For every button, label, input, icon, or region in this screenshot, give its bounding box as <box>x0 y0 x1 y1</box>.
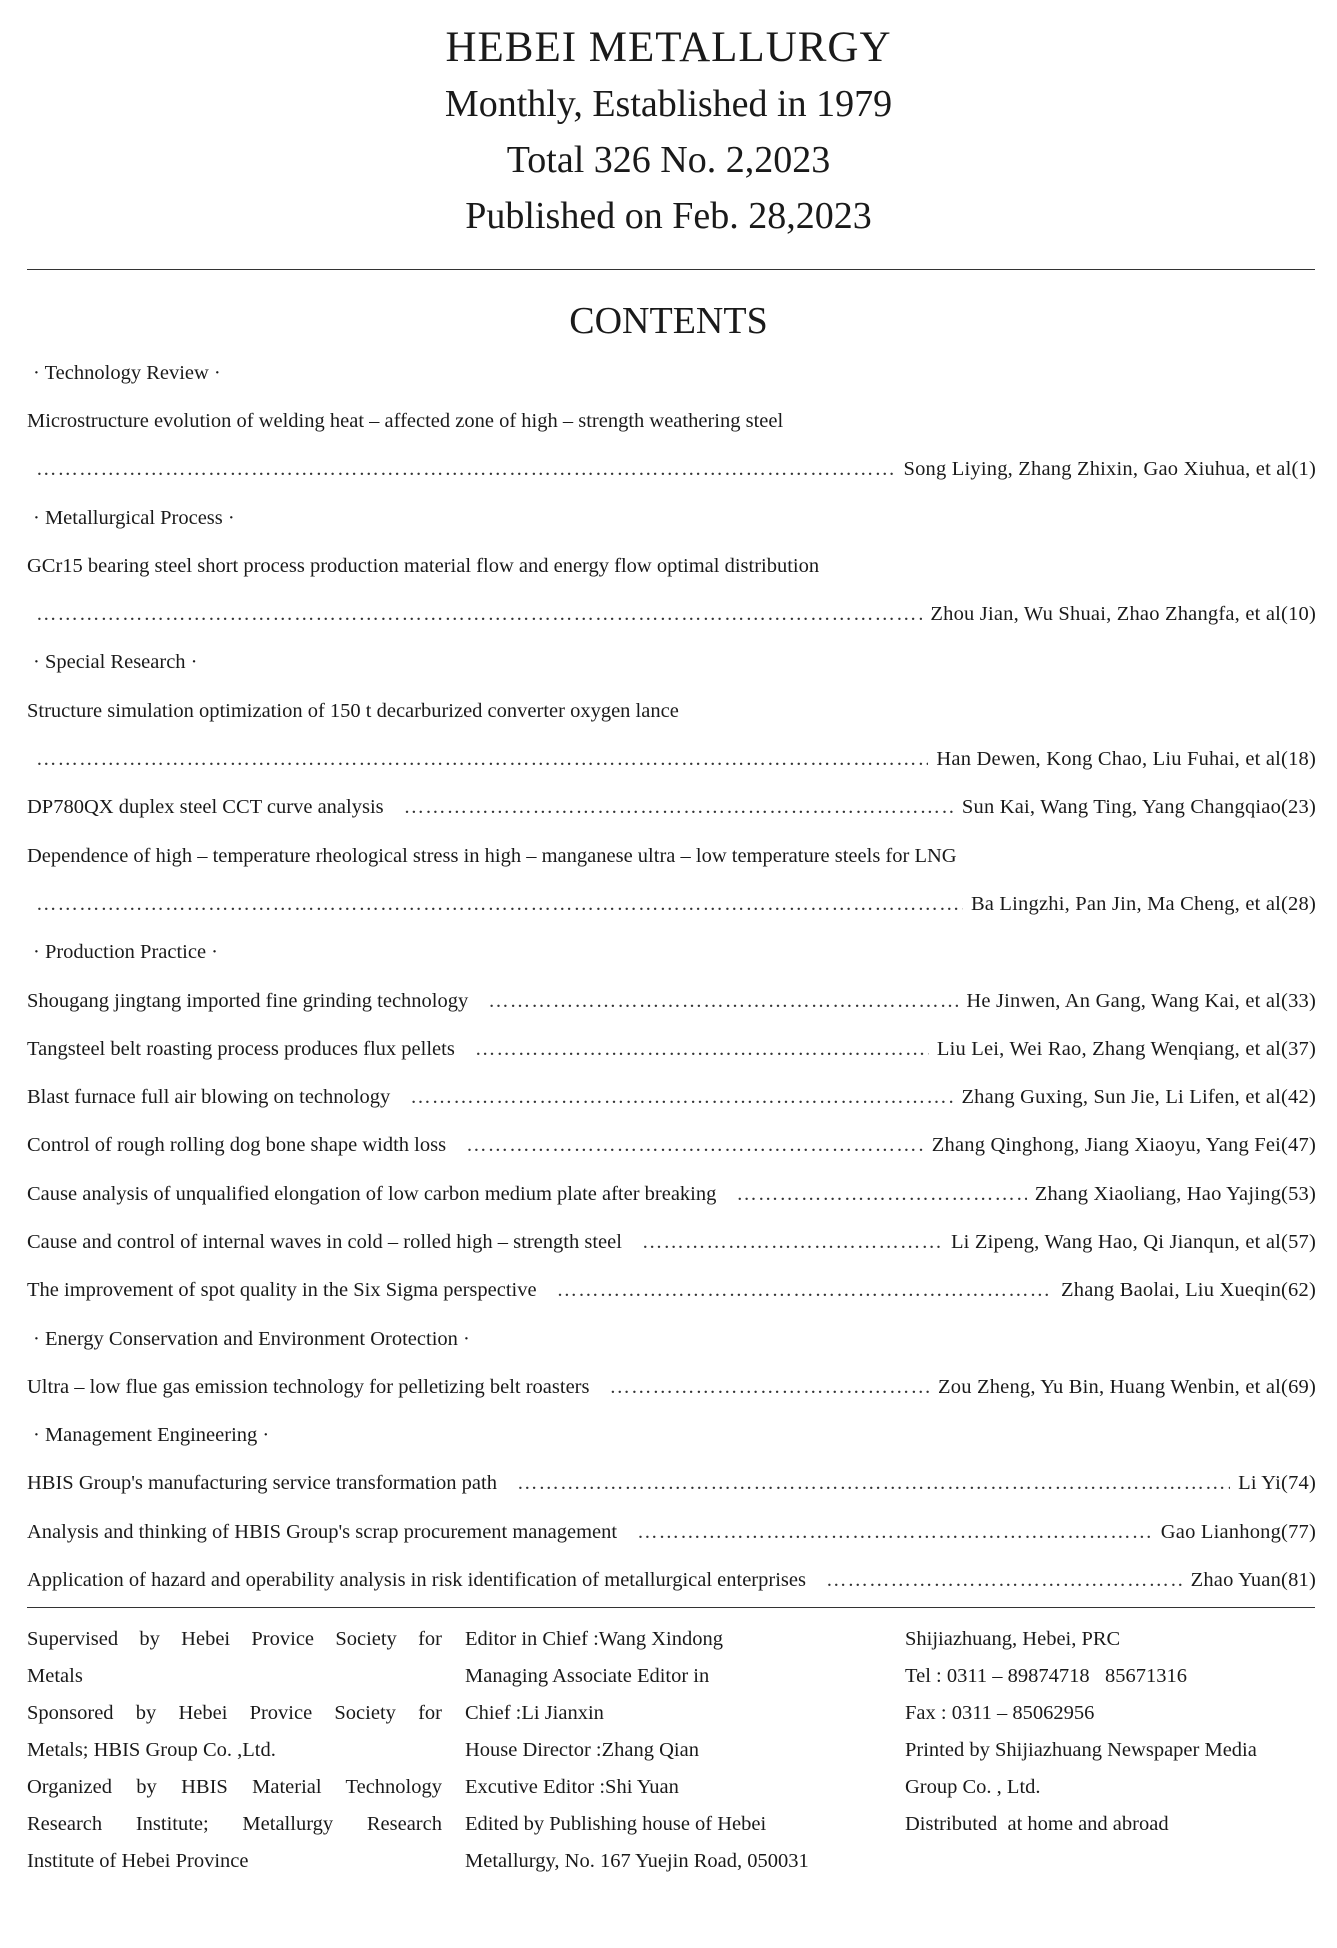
section-heading: · Production Practice · <box>33 941 219 964</box>
colophon-line: Metals; HBIS Group Co. ,Ltd. <box>27 1739 276 1761</box>
article-title: HBIS Group's manufacturing service transformation path <box>27 1472 497 1495</box>
journal-title: HEBEI METALLURGY <box>445 24 892 71</box>
colophon-line: Metals <box>27 1665 83 1687</box>
article-authors: Zou Zheng, Yu Bin, Huang Wenbin, et al(69) <box>938 1375 1316 1398</box>
article-authors: Zhou Jian, Wu Shuai, Zhao Zhangfa, et al(10) <box>930 603 1316 626</box>
article-title: Analysis and thinking of HBIS Group's scrap procurement management <box>27 1520 618 1543</box>
article-title: Control of rough rolling dog bone shape width loss <box>27 1134 447 1157</box>
toc-entry[interactable] <box>27 1170 1316 1218</box>
article-authors: Gao Lianhong(77) <box>1160 1520 1316 1543</box>
colophon-line: Managing Associate Editor in <box>465 1665 710 1687</box>
article-title: Microstructure evolution of welding heat – affected zone of high – strength weathering steel <box>27 409 784 432</box>
article-authors: Li Yi(74) <box>1238 1472 1316 1495</box>
dot-leader <box>36 603 922 626</box>
article-authors: Zhang Xiaoliang, Hao Yajing(53) <box>1034 1182 1316 1205</box>
toc-entry[interactable] <box>27 784 1316 832</box>
section-heading: · Management Engineering · <box>33 1424 270 1447</box>
toc-entry[interactable] <box>27 1073 1316 1121</box>
colophon-line: Sponsored by Hebei Provice Society for <box>27 1702 442 1724</box>
colophon-line: Chief :Li Jianxin <box>465 1702 604 1724</box>
toc-entry[interactable] <box>27 1218 1316 1266</box>
table-of-contents <box>27 349 1316 1605</box>
colophon-line: Metallurgy, No. 167 Yuejin Road, 050031 <box>465 1850 809 1872</box>
article-authors: Liu Lei, Wei Rao, Zhang Wenqiang, et al(37) <box>936 1037 1316 1060</box>
header-divider <box>27 269 1315 270</box>
dot-leader <box>637 1521 1153 1544</box>
dot-leader <box>609 1376 930 1399</box>
issue-number: Total 326 No. 2,2023 <box>506 139 831 181</box>
toc-entry-authors[interactable] <box>27 880 1316 928</box>
toc-entry[interactable] <box>27 977 1316 1025</box>
article-authors: Han Dewen, Kong Chao, Liu Fuhai, et al(18) <box>936 748 1316 771</box>
toc-entry[interactable] <box>27 1508 1316 1556</box>
toc-entry[interactable] <box>27 1556 1316 1604</box>
section-heading: · Special Research · <box>33 651 198 674</box>
toc-entry[interactable] <box>27 1460 1316 1508</box>
article-title: Cause and control of internal waves in cold – rolled high – strength steel <box>27 1230 622 1253</box>
telephone-line: Tel : 0311 – 89874718 85671316 <box>905 1665 1187 1687</box>
section-heading: · Energy Conservation and Environment Orotection · <box>33 1327 470 1350</box>
article-authors: He Jinwen, An Gang, Wang Kai, et al(33) <box>966 989 1316 1012</box>
article-title: Blast furnace full air blowing on technology <box>27 1086 391 1109</box>
toc-entry-title[interactable] <box>27 397 1316 445</box>
article-title: GCr15 bearing steel short process production material flow and energy flow optimal distribution <box>27 554 820 577</box>
article-authors: Song Liying, Zhang Zhixin, Gao Xiuhua, et al(1) <box>903 458 1316 481</box>
article-title: Tangsteel belt roasting process produces flux pellets <box>27 1037 455 1060</box>
article-title: Application of hazard and operability analysis in risk identification of metallurgical enterprises <box>27 1569 806 1592</box>
colophon-line: Research Institute; Metallurgy Research <box>27 1813 442 1835</box>
dot-leader <box>36 748 928 771</box>
section-heading: · Metallurgical Process · <box>33 506 235 529</box>
article-title: Structure simulation optimization of 150 t decarburized converter oxygen lance <box>27 699 679 722</box>
article-authors: Zhang Qinghong, Jiang Xiaoyu, Yang Fei(47) <box>931 1134 1316 1157</box>
dot-leader <box>557 1279 1053 1302</box>
colophon-line: Printed by Shijiazhuang Newspaper Media <box>905 1739 1257 1761</box>
colophon-line: House Director :Zhang Qian <box>465 1739 699 1761</box>
dot-leader <box>475 1038 929 1061</box>
article-title: Dependence of high – temperature rheological stress in high – manganese ultra – low temperature steels for LNG <box>27 844 957 867</box>
toc-entry[interactable] <box>27 1363 1316 1411</box>
dot-leader <box>488 990 958 1013</box>
article-authors: Zhang Baolai, Liu Xueqin(62) <box>1061 1279 1316 1302</box>
toc-entry-authors[interactable] <box>27 590 1316 638</box>
article-authors: Sun Kai, Wang Ting, Yang Changqiao(23) <box>961 796 1316 819</box>
address-line: Shijiazhuang, Hebei, PRC <box>905 1628 1121 1650</box>
article-title: Cause analysis of unqualified elongation of low carbon medium plate after breaking <box>27 1182 717 1205</box>
article-authors: Ba Lingzhi, Pan Jin, Ma Cheng, et al(28) <box>970 892 1316 915</box>
article-authors: Zhao Yuan(81) <box>1190 1569 1316 1592</box>
masthead <box>0 0 1337 244</box>
colophon-line: Edited by Publishing house of Hebei <box>465 1813 767 1835</box>
colophon-line: Supervised by Hebei Provice Society for <box>27 1628 442 1650</box>
section-heading: · Technology Review · <box>33 361 221 384</box>
toc-entry[interactable] <box>27 1025 1316 1073</box>
publication-date: Published on Feb. 28,2023 <box>465 195 872 237</box>
toc-entry-title[interactable] <box>27 542 1316 590</box>
colophon-line: Excutive Editor :Shi Yuan <box>465 1776 679 1798</box>
toc-entry-authors[interactable] <box>27 735 1316 783</box>
article-title: DP780QX duplex steel CCT curve analysis <box>27 796 384 819</box>
dot-leader <box>410 1086 953 1109</box>
toc-entry-title[interactable] <box>27 832 1316 880</box>
toc-entry[interactable] <box>27 1267 1316 1315</box>
article-title: Ultra – low flue gas emission technology for pelletizing belt roasters <box>27 1375 590 1398</box>
article-title: The improvement of spot quality in the Six Sigma perspective <box>27 1279 537 1302</box>
article-authors: Zhang Guxing, Sun Jie, Li Lifen, et al(42) <box>961 1086 1316 1109</box>
colophon-organizations <box>27 1621 442 1880</box>
colophon-line: Group Co. , Ltd. <box>905 1776 1041 1798</box>
dot-leader <box>36 893 963 916</box>
colophon-line: Institute of Hebei Province <box>27 1850 249 1872</box>
fax-line: Fax : 0311 – 85062956 <box>905 1702 1095 1724</box>
article-authors: Li Zipeng, Wang Hao, Qi Jianqun, et al(57) <box>950 1230 1316 1253</box>
dot-leader <box>466 1134 924 1157</box>
toc-entry-title[interactable] <box>27 687 1316 735</box>
contents-heading: CONTENTS <box>569 300 768 342</box>
colophon-contact <box>905 1621 1316 1880</box>
dot-leader <box>36 458 896 481</box>
dot-leader <box>517 1472 1230 1495</box>
colophon-line: Distributed at home and abroad <box>905 1813 1169 1835</box>
dot-leader <box>826 1569 1183 1592</box>
colophon-line: Organized by HBIS Material Technology <box>27 1776 442 1798</box>
dot-leader <box>642 1231 943 1254</box>
toc-entry[interactable] <box>27 1122 1316 1170</box>
dot-leader <box>736 1183 1026 1206</box>
colophon <box>27 1621 1316 1880</box>
footer-divider <box>27 1607 1315 1608</box>
article-title: Shougang jingtang imported fine grinding technology <box>27 989 469 1012</box>
colophon-line: Editor in Chief :Wang Xindong <box>465 1628 723 1650</box>
toc-entry-authors[interactable] <box>27 446 1316 494</box>
colophon-editors <box>465 1621 875 1880</box>
dot-leader <box>404 796 954 819</box>
publication-frequency: Monthly, Established in 1979 <box>444 83 893 125</box>
